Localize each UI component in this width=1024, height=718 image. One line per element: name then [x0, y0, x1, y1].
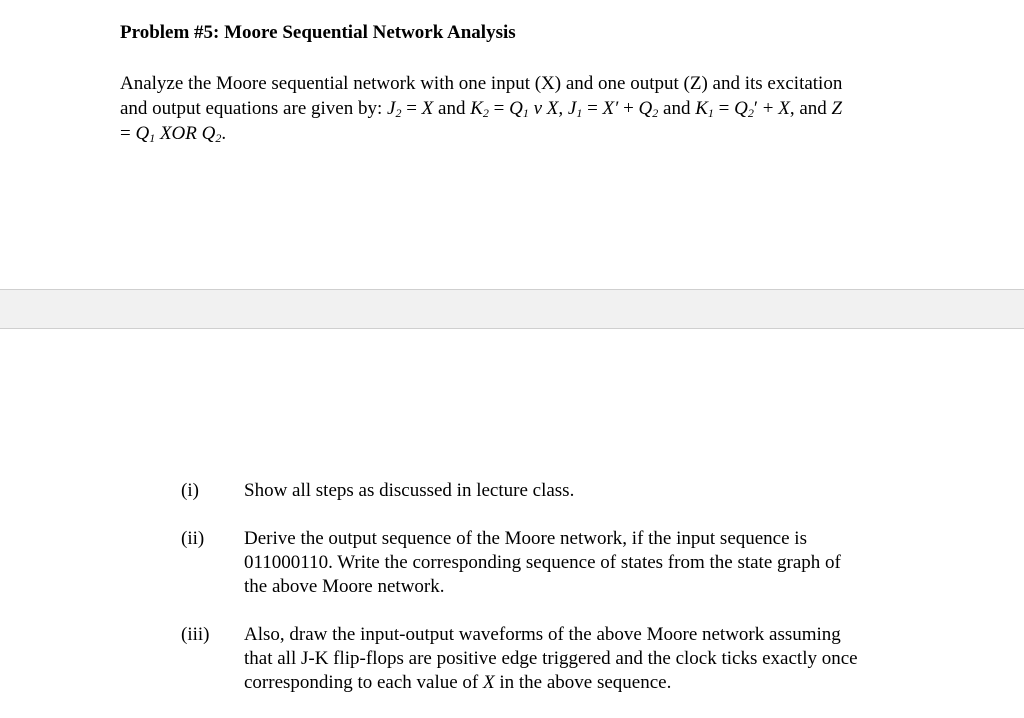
page-divider: [0, 289, 1024, 329]
var-z: Z: [831, 98, 843, 119]
statement-line-2: and output equations are given by: $J_2 = X$ and $K_2 = Q_1$ v X, $J_1 = X' + Q_2$ and $K_1 = Q_2' + X$, and Z: [120, 98, 843, 120]
item-number: (ii): [181, 528, 205, 549]
var-x-prime: X′: [602, 98, 619, 119]
var-q2: Q: [638, 98, 653, 119]
var-j1: J: [567, 98, 577, 119]
var-q1: Q: [509, 98, 523, 119]
item-number: (i): [181, 480, 199, 501]
var-k2: K: [470, 98, 483, 119]
var-q2: Q: [201, 123, 216, 144]
var-x: X: [778, 98, 790, 119]
item-text: Also, draw the input-output waveforms of the above Moore network assuming that all J-K flip-flops are positive edge triggered and the clock ticks exactly once corresponding to each value of X in the above sequence.: [244, 624, 858, 693]
var-k1: K: [695, 98, 708, 119]
problem-title: Problem #5: Moore Sequential Network Analysis: [120, 22, 516, 43]
item-text: Show all steps as discussed in lecture class.: [244, 480, 575, 501]
item-text: Derive the output sequence of the Moore network, if the input sequence is 011000110. Write the corresponding sequence of states from the state graph of the above Moore network.: [244, 528, 841, 597]
problem-statement: [120, 71, 950, 146]
var-q1: Q: [135, 123, 150, 144]
item-number: (iii): [181, 624, 210, 645]
statement-line-3: = $Q_1$ XOR $Q_2$.: [120, 123, 227, 145]
var-j2: J: [387, 98, 396, 119]
var-x: X: [483, 672, 495, 693]
var-x: X: [421, 98, 434, 119]
statement-line-1: Analyze the Moore sequential network with one input (X) and one output (Z) and its excitation: [120, 73, 843, 94]
var-q2: Q: [734, 98, 748, 119]
